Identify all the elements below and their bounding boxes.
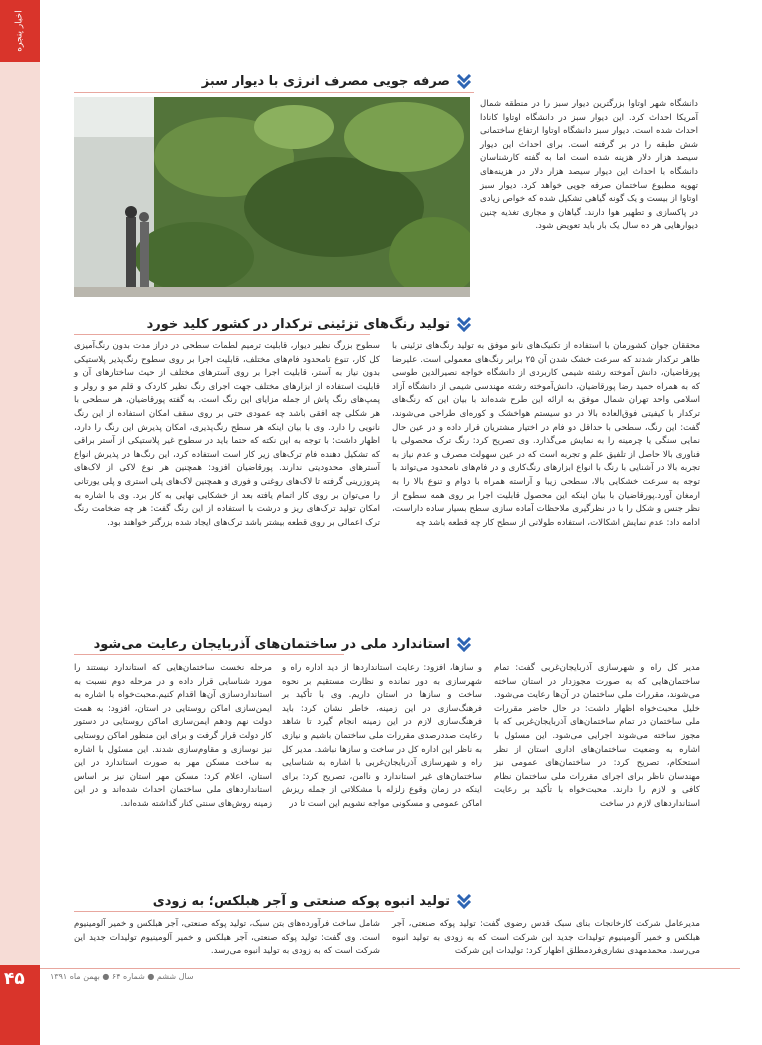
chevron-down-icon	[456, 636, 472, 652]
article-title: صرفه جویی مصرف انرژی با دیوار سبز	[201, 73, 450, 89]
article-column-3: مرحله نخست ساختمان‌هایی که استاندارد نیستند را مورد شناسایی قرار داده و در مرحله دوم نسبت به استانداردسازی آن‌ها اقدام کنیم.محبت‌خواه با اشاره به ایمن‌سازی اماکن روستایی در استان، افزود: به همت دولت نهم ودهم ایمن‌سازی اماکن روستایی در دستور کار دولت قرار گرفت و برای این منظور اماکن روستایی نیز نوسازی و مقاوم‌سازی شدند. این مسئول با اشاره به ساخت مسکن مهر به صورت استاندارد در این استان، اعلام کرد: مسکن مهر استان نیز بر اساس استانداردهای ملی ساختمان احداث شده‌اند و در این زمینه روش‌های سنتی کنار گذاشته شده‌اند.	[74, 663, 272, 809]
chevron-down-icon	[456, 316, 472, 332]
article-column-1: مدیر کل راه و شهرسازی آذربایجان‌غربی گفت: تمام ساختمان‌هایی که به صورت مجوزدار در استان ساخته می‌شوند، مقررات ملی ساختمان در آن‌ها رعایت می‌شود. خلیل محبت‌خواه اظهار داشت: در حال حاضر مقررات ملی ساختمان در تمام ساختمان‌های آذربایجان‌غربی که با مجوز ساخته می‌شوند اجرایی می‌شود. این مسئول با اشاره به وضعیت ساختمان‌های اداری استان از نظر استحکام، تصریح کرد: در ساختمان‌های عمومی نیز مهندسان ناظر برای اجرای مقررات ملی ساختمان نظام کافی و لازم را دارند. محبت‌خواه با تأکید بر رعایت استانداردهای لازم در ساخت	[494, 663, 700, 809]
issue-info: سال ششم ● شماره ۶۴ ● بهمن ماه ۱۳۹۱	[50, 972, 194, 981]
chevron-down-icon	[456, 893, 472, 909]
chevron-down-icon	[456, 73, 472, 89]
article-column-right: مدیرعامل شرکت کارخانجات بنای سبک قدس رضوی گفت: تولید پوکه صنعتی، آجر هبلکس و خمیر آلومینیوم تولیدات جدید این شرکت است که به زودی به تولید انبوه می‌رسد. محمدمهدی نشاری‌فردمطلق اظهار کرد: تولیدات این شرکت	[392, 919, 700, 957]
article-heading	[202, 70, 472, 92]
heading-divider	[74, 911, 394, 912]
footer-divider	[40, 968, 740, 969]
section-tab-label: اخبار پنجره	[15, 10, 26, 52]
article-column-left: شامل ساخت فرآورده‌های بتن سبک، تولید پوکه صنعتی، آجر هبلکس و خمیر آلومینیوم است. وی گفت: تولید پوکه صنعتی، آجر هبلکس و خمیر آلومینیوم تولیدات جدید این شرکت است که به زودی به تولید انبوه می‌رسد.	[74, 919, 380, 957]
green-wall-photo	[74, 97, 470, 297]
article-column-left: سطوح بزرگ نظیر دیوار، قابلیت ترمیم لطمات سطحی در دراز مدت بدون رنگ‌آمیزی کل کار، تنوع نامحدود فام‌های مختلف، قابلیت اجرا بر روی سطوح رنگ‌پذیر پلاستیکی بدون نیاز به آستر، قابلیت اجرا بر روی آسترهای مختلف از حیث ساختارهای آن و قابلیت استفاده از ابزارهای مختلف جهت اجرای رنگ نظیر کاردک و قلم مو و رولر و پمپ‌های رنگ پاش از جمله مزایای این رنگ است. به گفته پورقاضیان، هر سطحی با هر شکلی چه افقی باشد چه عمودی حتی بر روی سقف امکان استفاده از این رنگ نانویی را دارد. وی با بیان اینکه هر سطح رنگ‌پذیری، امکان پذیرش این رنگ را دارد، اظهار داشت: با توجه به این نکته که حتما باید در سطوح غیر پلاستیکی از آستر براقی که تشکیل دهنده فام ترک‌های زیر کار است استفاده کرد، این رنگ‌ها در پذیرش انواع آسترهای محدودیتی ندارند. پورقاضیان افزود: همچنین هر نوع لاکی از لاک‌های پتروزرینی گرفته تا لاک‌های روغنی و فوری و همچنین لاک‌های پلی استری و پلی یورتانی را می‌توان بر روی کار اتمام یافته بعد از خشکایی نهایی به کار برد. وی با اشاره به امکان تولید ترک‌های ریز و درشت با استفاده از این رنگ گفت: هر چه ضخامت رنگ ترک اعمالی بر روی قطعه بیشتر باشد ترک‌های ایجاد شده بزرگتر خواهند بود.	[74, 341, 380, 528]
article-title: استاندارد ملی در ساختمان‌های آذربایجان رعایت می‌شود	[93, 636, 450, 652]
article-heading	[153, 890, 472, 912]
article-heading	[94, 633, 472, 655]
article-title: تولید انبوه پوکه صنعتی و آجر هبلکس؛ به زودی	[152, 893, 450, 909]
side-strip	[0, 0, 40, 1045]
article-column-right: محققان جوان کشورمان با استفاده از تکنیک‌های نانو موفق به تولید رنگ‌های تزئینی با ظاهر ترکدار شدند که سرعت خشک شدن آن ۲۵ برابر رنگ‌های معمولی است. علیرضا پورقاضیان، دانش آموخته رشته شیمی کاربردی از دانشگاه خواجه نصیرالدین طوسی که به همراه حمید رضا پورقاضیان، دانش‌آموخته رشته مهندسی شیمی از دانشگاه آزاد اسلامی واحد تهران شمال موفق به ارائه این طرح شده‌اند با بیان این که رنگ‌های ترکدار با کیفیتی فوق‌العاده بالا در دو سیستم هواخشک و کوره‌ای طراحی می‌شوند، گفت: این رنگ، سطحی با حداقل دو فام در اختیار مشتریان قرار داده و در عین حال نمایی سنگی یا چرمینه را به نمایش می‌گذارد. وی تصریح کرد: رنگ ترک محصولی با فناوری بالا حاصل از تلفیق علم و تجربه است که در عین سهولت مصرف و عدم نیاز به تجربه بالا در آشنایی با رنگ با انواع ابزارهای رنگ‌کاری و در فام‌های نامحدود می‌تواند با توجه به سرعت خشکایی بالا، سطحی زیبا و آراسته همراه با دوام و تنوع بالا را به ارمغان آورد.پورقاضیان با بیان اینکه این محصول قابلیت اجرا بر روی همه سطوح از نظر جنس و شکل را با در نظرگیری ملاحظات آماده سازی سطح بسیار ساده داراست، ادامه داد: عدم نمایش اشکالات، استفاده طولانی از سطح کار چه قطعه باشد چه	[392, 341, 701, 528]
heading-divider	[74, 334, 370, 335]
section-tab	[0, 0, 40, 62]
article-heading	[147, 313, 472, 335]
article-column-2: و سازها، افزود: رعایت استانداردها از دید اداره راه و شهرسازی به دور نمانده و نظارت مستقیم بر نحوه ساخت و سازها در استان داریم. وی با تأکید بر فرهنگ‌سازی در این زمینه، خاطر نشان کرد: باید فرهنگ‌سازی لازم در این زمینه انجام گیرد تا شاهد رعایت صددرصدی مقررات ملی ساختمان باشیم و نیازی به ناظر این اداره کل در ساخت و سازها نباشد. مدیر کل راه و شهرسازی آذربایجان‌غربی با اشاره به شناسایی ساختمان‌های غیر استاندارد و ناامن، تصریح کرد: برای اینکه در زمان وقوع زلزله با مشکلاتی از جمله ریزش اماکن عمومی و مسکونی مواجه نشویم این است تا در	[282, 663, 482, 809]
article-body: دانشگاه شهر اوتاوا بزرگترین دیوار سبز را در منطقه شمال آمریکا احداث کرد. این دیوار سبز در دانشگاه اوتاوا کانادا احداث شده است. دیوار سبز دانشگاه اوتاوا ارتفاع ساختمانی شش طبقه را در بر گرفته است. برای احداث این دیوار سیصد هزار دلار هزینه شده است اما به گفته کارشناسان دانشگاه با احداث این دیوار سیصد هزار دلار در هزینه‌های تهویه مطبوع ساختمان صرفه جویی خواهد کرد. دیوار سبز اوتاوا از بیست و یک گونه گیاهی تشکیل شده که خواص زیادی در پاکسازی و تطهیر هوا دارند. گیاهان و مجاری تغذیه چنین دیوارهایی هر ده سال یک بار باید تعویض شود.	[480, 99, 698, 232]
heading-divider	[74, 654, 344, 655]
page-number: ۴۵	[4, 969, 25, 989]
article-title: تولید رنگ‌های تزئینی ترکدار در کشور کلید خورد	[146, 316, 450, 332]
page-number-block	[0, 965, 40, 1045]
heading-divider	[74, 92, 474, 93]
